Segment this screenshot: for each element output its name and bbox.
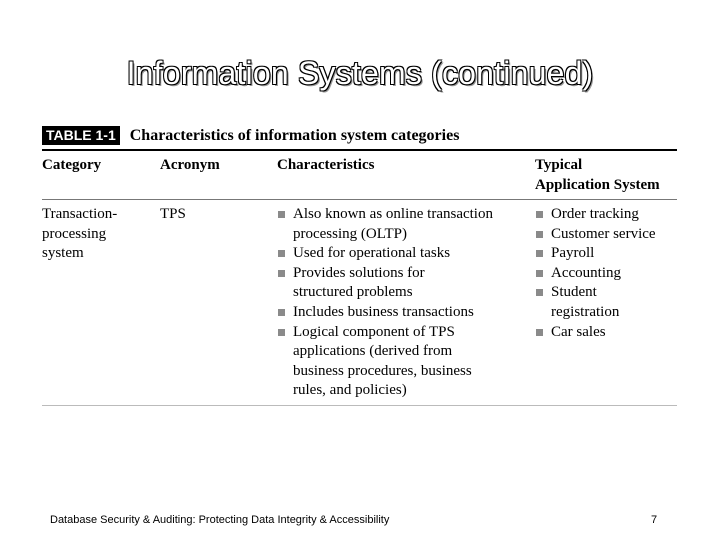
list-item: Also known as online transaction processing (OLTP): [277, 205, 509, 244]
list-item: Accounting: [535, 264, 675, 284]
slide-title: Information Systems (continued): [126, 55, 594, 91]
applications-list: [535, 205, 675, 342]
list-item: Order tracking: [535, 205, 675, 225]
header-typical-line1: Typical: [535, 157, 583, 173]
list-item: Used for operational tasks: [277, 244, 509, 264]
list-item: Provides solutions for structured problems: [277, 264, 453, 303]
cell-applications: [535, 205, 675, 342]
cell-category: Transaction-processing system: [42, 206, 118, 262]
list-item: Payroll: [535, 244, 675, 264]
list-item: Includes business transactions: [277, 303, 509, 323]
list-item: Customer service: [535, 225, 675, 245]
table-caption: [42, 126, 459, 145]
header-divider: [42, 199, 677, 200]
header-acronym: Acronym: [160, 157, 220, 173]
table-bottom-divider: [42, 405, 677, 406]
table-number-tag: TABLE 1-1: [42, 126, 120, 145]
list-item: Logical component of TPS applications (derived from business procedures, business rules, and policies): [277, 323, 503, 401]
characteristics-list: [277, 205, 509, 401]
table-caption-text: Characteristics of information system categories: [129, 126, 460, 144]
caption-divider: [42, 149, 677, 151]
list-item: Car sales: [535, 323, 675, 343]
header-typical-line2: Application System: [535, 177, 660, 193]
cell-acronym: TPS: [160, 206, 186, 222]
header-category: Category: [42, 157, 102, 173]
footer-course-title: Database Security & Auditing: Protecting Data Integrity & Accessibility: [50, 514, 390, 526]
cell-characteristics: [277, 205, 509, 401]
header-characteristics: Characteristics: [277, 157, 375, 173]
footer-page-number: 7: [651, 514, 658, 526]
header-typical-application: [535, 155, 660, 195]
list-item: Student registration: [535, 283, 646, 322]
